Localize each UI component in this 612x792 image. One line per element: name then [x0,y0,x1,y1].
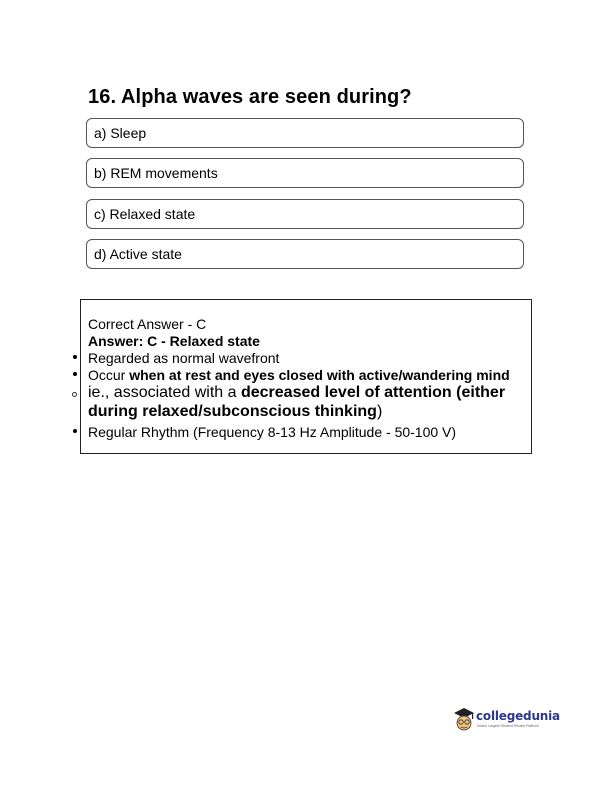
hollow-bullet-icon [72,392,77,397]
point-rhythm: Regular Rhythm (Frequency 8-13 Hz Amplitude - 50-100 V) [88,424,457,440]
bullet-icon [73,372,77,376]
mascot-icon [452,706,476,734]
answer-text: Answer: C - Relaxed state [88,333,260,349]
option-a[interactable]: a) Sleep [86,118,524,148]
point-occur-bold: when at rest and eyes closed with active/wandering mind [129,367,510,383]
point-wavefront: Regarded as normal wavefront [88,350,280,366]
point-attention-bold2: during relaxed/subconscious thinking [88,403,377,420]
point-attention-bold1: decreased level of attention (either [240,384,506,401]
point-attention-prefix: ie., associated with a [88,384,241,401]
point-attention-line2 [88,403,382,421]
point-occur-prefix: Occur [88,367,130,383]
answer-line [88,333,260,349]
logo-tagline: India's Largest Student Review Platform [477,724,540,728]
correct-answer-line: Correct Answer - C [88,316,207,332]
bullet-icon [73,429,77,433]
option-b[interactable]: b) REM movements [86,158,524,188]
logo-name[interactable]: collegedunia [476,709,560,723]
option-c[interactable]: c) Relaxed state [86,199,524,229]
point-attention-suffix: ) [376,403,383,420]
point-occur [88,367,510,383]
point-attention-line1 [88,384,505,402]
bullet-icon [73,355,77,359]
option-d[interactable]: d) Active state [86,239,524,269]
question-title: 16. Alpha waves are seen during? [88,86,412,108]
